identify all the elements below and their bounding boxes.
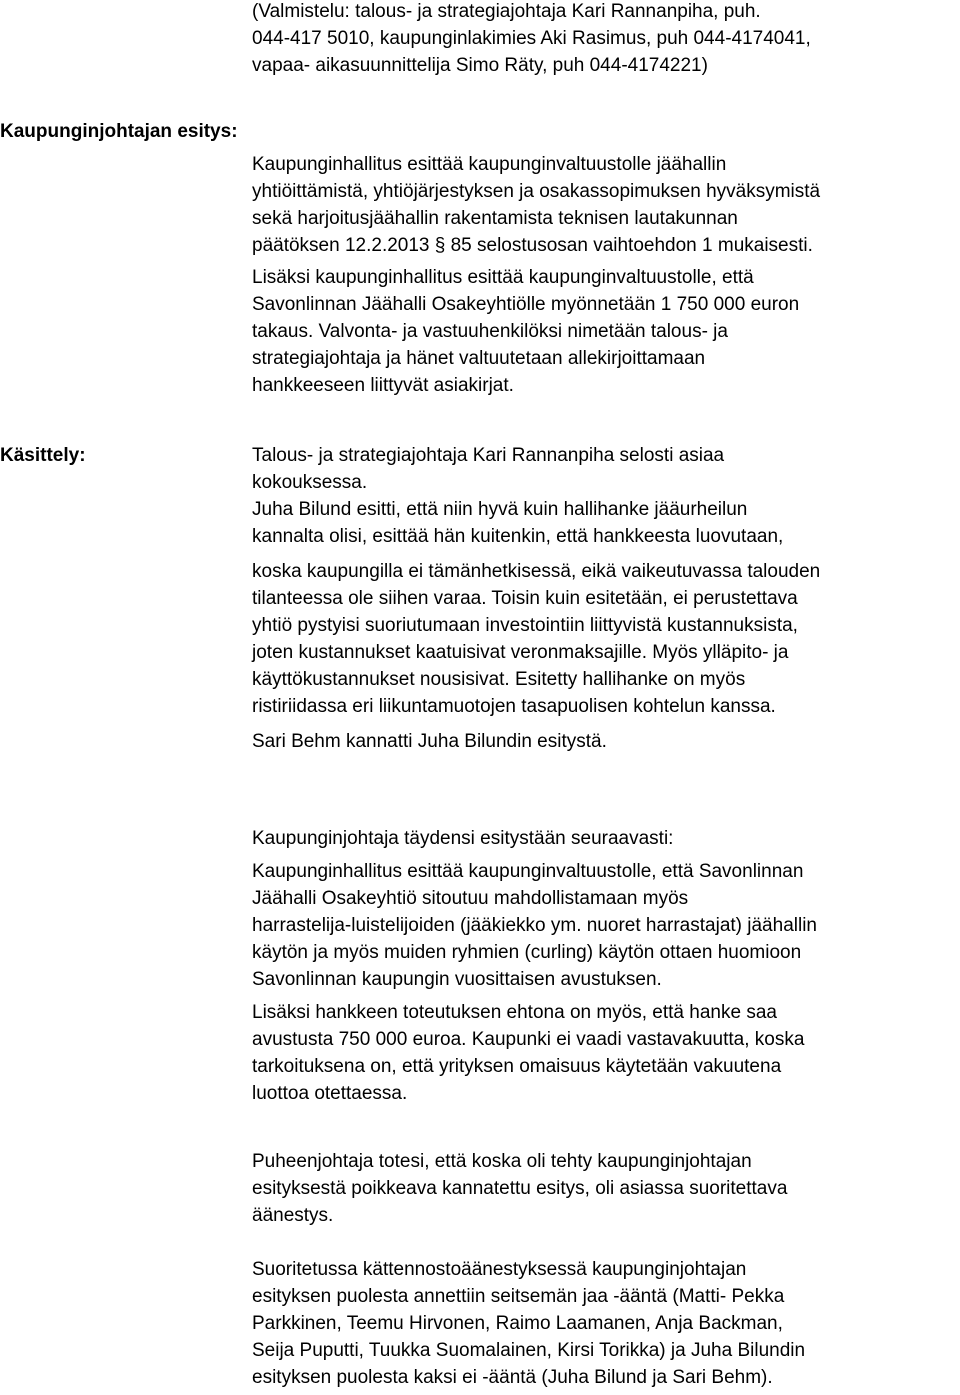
text-line: yhtiöittämistä, yhtiöjärjestyksen ja osakassopimuksen hyväksymistä (252, 181, 821, 202)
proposal-paragraph-2 (252, 264, 958, 399)
preparation-note (252, 0, 958, 79)
supplement-intro-section (252, 825, 958, 852)
text-line: koska kaupungilla ei tämänhetkisessä, eikä vaikeutuvassa talouden (252, 561, 821, 582)
handling-section-3 (252, 558, 958, 720)
chair-section (252, 1148, 958, 1229)
proposal-label: Kaupunginjohtajan esitys: (0, 121, 238, 142)
text-line: kannalta olisi, esittää hän kuitenkin, että hankkeesta luovutaan, (252, 526, 784, 547)
supplement-section-1 (252, 858, 958, 993)
handling-paragraph-3 (252, 558, 958, 720)
text-line: Kaupunginhallitus esittää kaupunginvaltuustolle jäähallin (252, 154, 727, 175)
preparation-paragraph (252, 0, 958, 79)
handling-section-1 (252, 442, 958, 496)
handling-section-4 (252, 728, 958, 755)
text-line: harrastelija-luistelijoiden (jääkiekko ym. nuoret harrastajat) jäähallin (252, 915, 817, 936)
handling-label: Käsittely: (0, 445, 86, 466)
supplement-intro (252, 825, 958, 852)
supplement-paragraph-1 (252, 858, 958, 993)
text-line: Kaupunginjohtaja täydensi esitystään seuraavasti: (252, 828, 674, 849)
text-line: esityksen puolesta annettiin seitsemän jaa -ääntä (Matti- Pekka (252, 1286, 785, 1307)
text-line: Sari Behm kannatti Juha Bilundin esitystä. (252, 731, 607, 752)
text-line: Seija Puputti, Tuukka Suomalainen, Kirsi Torikka) ja Juha Bilundin (252, 1340, 806, 1361)
text-line: avustusta 750 000 euroa. Kaupunki ei vaadi vastavakuutta, koska (252, 1029, 805, 1050)
text-line: tarkoituksena on, että yrityksen omaisuus käytetään vakuutena (252, 1056, 782, 1077)
text-line: ristiriidassa eri liikuntamuotojen tasapuolisen kohtelun kanssa. (252, 696, 776, 717)
text-line: yhtiö pystyisi suoriutumaan investointiin liittyvistä kustannuksista, (252, 615, 798, 636)
text-line: esityksen puolesta kaksi ei -ääntä (Juha Bilund ja Sari Behm). (252, 1367, 773, 1388)
vote-section (252, 1256, 958, 1391)
text-line: käyttökustannukset nousisivat. Esitetty hallihanke on myös (252, 669, 746, 690)
text-line: takaus. Valvonta- ja vastuuhenkilöksi nimetään talous- ja (252, 321, 728, 342)
text-line: strategiajohtaja ja hänet valtuutetaan allekirjoittamaan (252, 348, 706, 369)
text-line: käytön ja myös muiden ryhmien (curling) käytön ottaen huomioon (252, 942, 802, 963)
proposal-paragraph-1 (252, 151, 958, 259)
text-line: (Valmistelu: talous- ja strategiajohtaja Kari Rannanpiha, puh. (252, 1, 761, 22)
text-line: Juha Bilund esitti, että niin hyvä kuin hallihanke jääurheilun (252, 499, 748, 520)
text-line: Suoritetussa kättennostoäänestyksessä kaupunginjohtajan (252, 1259, 747, 1280)
proposal-section-2 (252, 264, 958, 399)
supplement-section-2 (252, 999, 958, 1107)
text-line: päätöksen 12.2.2013 § 85 selostusosan vaihtoehdon 1 mukaisesti. (252, 235, 813, 256)
text-line: äänestys. (252, 1205, 334, 1226)
handling-paragraph-1 (252, 442, 958, 496)
handling-paragraph-4 (252, 728, 958, 755)
text-line: Savonlinnan Jäähalli Osakeyhtiölle myönnetään 1 750 000 euron (252, 294, 800, 315)
text-line: Parkkinen, Teemu Hirvonen, Raimo Laamanen, Anja Backman, (252, 1313, 783, 1334)
handling-paragraph-2 (252, 496, 958, 550)
text-line: kokouksessa. (252, 472, 368, 493)
proposal-section (252, 151, 958, 259)
text-line: Puheenjohtaja totesi, että koska oli tehty kaupunginjohtajan (252, 1151, 752, 1172)
text-line: 044-417 5010, kaupunginlakimies Aki Rasimus, puh 044-4174041, (252, 28, 811, 49)
text-line: tilanteessa ole siihen varaa. Toisin kuin esitetään, ei perustettava (252, 588, 798, 609)
chair-paragraph (252, 1148, 958, 1229)
text-line: esityksestä poikkeava kannatettu esitys, oli asiassa suoritettava (252, 1178, 788, 1199)
text-line: joten kustannukset kaatuisivat veronmaksajille. Myös ylläpito- ja (252, 642, 789, 663)
text-line: Talous- ja strategiajohtaja Kari Rannanpiha selosti asiaa (252, 445, 725, 466)
text-line: luottoa otettaessa. (252, 1083, 408, 1104)
text-line: Savonlinnan kaupungin vuosittaisen avustuksen. (252, 969, 662, 990)
vote-paragraph (252, 1256, 958, 1391)
text-line: Kaupunginhallitus esittää kaupunginvaltuustolle, että Savonlinnan (252, 861, 804, 882)
text-line: Lisäksi hankkeen toteutuksen ehtona on myös, että hanke saa (252, 1002, 777, 1023)
text-line: sekä harjoitusjäähallin rakentamista teknisen lautakunnan (252, 208, 738, 229)
text-line: vapaa- aikasuunnittelija Simo Räty, puh 044-4174221) (252, 55, 708, 76)
text-line: hankkeeseen liittyvät asiakirjat. (252, 375, 514, 396)
handling-section-2 (252, 496, 958, 550)
text-line: Jäähalli Osakeyhtiö sitoutuu mahdollistamaan myös (252, 888, 689, 909)
supplement-paragraph-2 (252, 999, 958, 1107)
text-line: Lisäksi kaupunginhallitus esittää kaupunginvaltuustolle, että (252, 267, 754, 288)
